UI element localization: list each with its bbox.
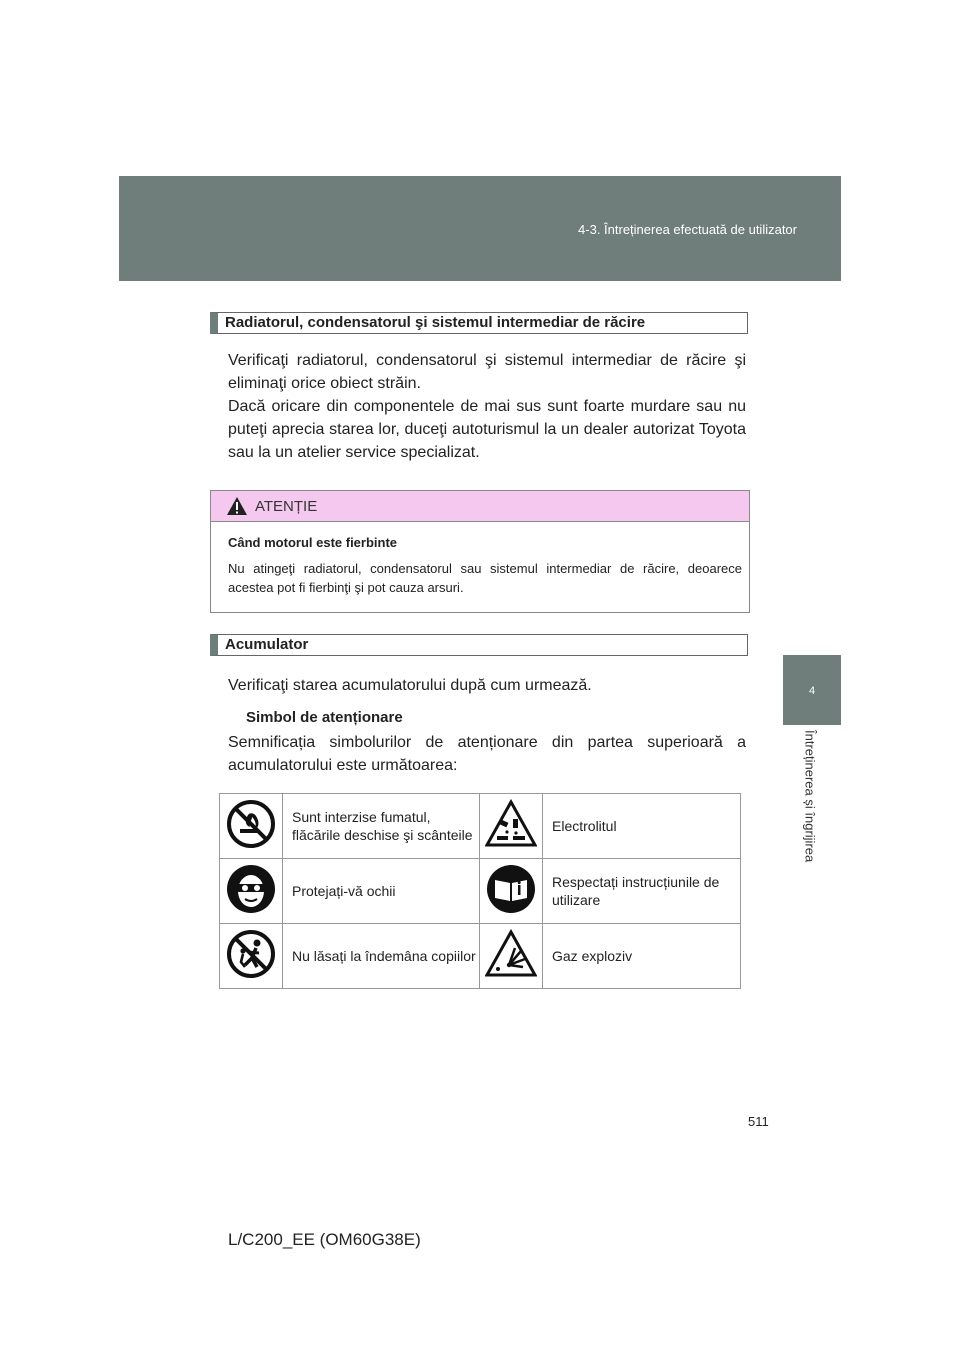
- section-title: 4-3. Întreținerea efectuată de utilizator: [578, 222, 797, 237]
- battery-intro: Verificaţi starea acumulatorului după cum urmează.: [228, 677, 592, 694]
- read-manual-icon: [486, 864, 536, 914]
- header-band: [119, 176, 841, 281]
- chapter-title: Întreținerea și îngrijirea: [802, 730, 818, 863]
- symbol-cell: [220, 924, 283, 989]
- table-row: [220, 794, 741, 859]
- caution-box: [210, 490, 750, 613]
- caution-text: Nu atingeţi radiatorul, condensatorul sau sistemul intermediar de răcire, deoarece acestea pot fi fierbinţi şi pot cauza arsuri.: [228, 561, 742, 595]
- symbol-description: Electrolitul: [543, 794, 741, 859]
- eye-protection-icon: [226, 864, 276, 914]
- document-code: L/C200_EE (OM60G38E): [228, 1230, 421, 1249]
- radiator-heading: Radiatorul, condensatorul şi sistemul intermediar de răcire: [210, 312, 748, 334]
- symbol-description: Respectați instrucțiunile de utilizare: [543, 859, 741, 924]
- symbol-cell: [480, 924, 543, 989]
- table-row: [220, 924, 741, 989]
- symbol-cell: [220, 794, 283, 859]
- caution-title: ATENȚIE: [255, 498, 318, 515]
- keep-away-children-icon: [226, 929, 276, 979]
- radiator-paragraph-2: Dacă oricare din componentele de mai sus sunt foarte murdare sau nu puteţi aprecia starea lor, duceţi autoturismul la un dealer autorizat Toyota sau la un atelier service specializat.: [228, 398, 746, 461]
- battery-heading: Acumulator: [210, 634, 748, 656]
- symbol-description: Sunt interzise fumatul, flăcările deschise şi scânteile: [283, 794, 480, 859]
- radiator-paragraph-1: Verificaţi radiatorul, condensatorul şi sistemul intermediar de răcire şi eliminaţi orice obiect străin.: [228, 352, 746, 392]
- chapter-tab: [783, 655, 841, 725]
- warning-symbols-table: [219, 793, 741, 989]
- chapter-tab-number: 4: [808, 685, 816, 697]
- symbol-description: Gaz exploziv: [543, 924, 741, 989]
- symbols-intro: Semnificația simbolurilor de atenționare din partea superioară a acumulatorului este următoarea:: [228, 734, 746, 774]
- symbol-cell: [220, 859, 283, 924]
- warning-triangle-icon: [226, 496, 248, 516]
- no-smoking-flames-icon: [226, 799, 276, 849]
- page-number: 511: [748, 1114, 769, 1129]
- symbol-description: Nu lăsați la îndemâna copiilor: [283, 924, 480, 989]
- caution-header: [211, 491, 749, 522]
- symbol-cell: [480, 794, 543, 859]
- symbol-description: Protejați-vă ochii: [283, 859, 480, 924]
- symbols-heading: Simbol de atenționare: [246, 709, 403, 726]
- chapter-side-label: [800, 730, 820, 890]
- symbol-cell: [480, 859, 543, 924]
- explosive-gas-icon: [485, 929, 537, 979]
- table-row: [220, 859, 741, 924]
- electrolyte-corrosive-icon: [485, 799, 537, 849]
- caution-subtitle: Când motorul este fierbinte: [228, 535, 398, 550]
